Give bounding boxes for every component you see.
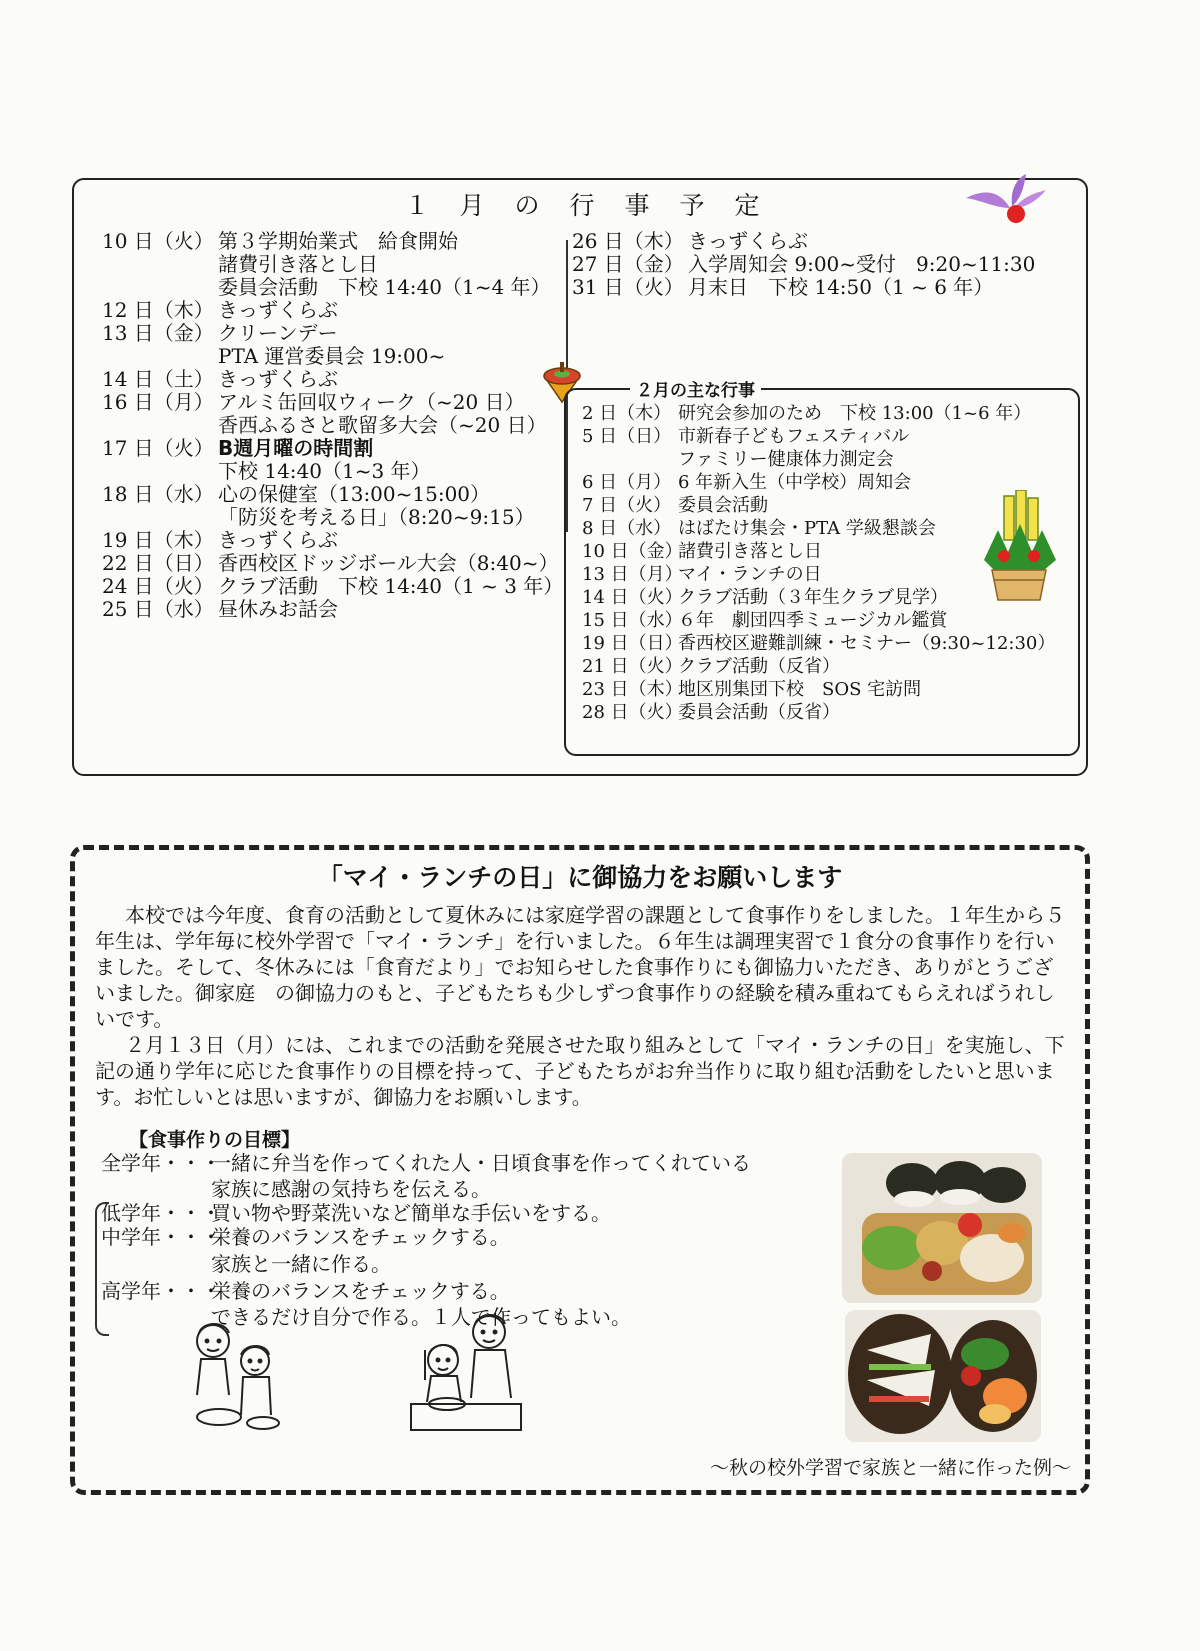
parent-child-cooking-illustration <box>405 1310 535 1436</box>
goal-row: 高学年・・・栄養のバランスをチェックする。 <box>101 1279 510 1303</box>
event-row: 10 日（火） 第３学期始業式 給食開始 <box>102 229 458 253</box>
photo-caption: ～秋の校外学習で家族と一緒に作った例～ <box>709 1457 1071 1479</box>
goal-row: 低学年・・・買い物や野菜洗いなど簡単な手伝いをする。 <box>101 1201 611 1225</box>
event-row: 17 日（火） B週月曜の時間割 <box>102 436 374 460</box>
january-schedule-box <box>72 178 1088 776</box>
event-row: 7 日（火） 委員会活動 <box>582 495 768 516</box>
event-row: 6 日（月） 6 年新入生（中学校）周知会 <box>582 472 912 493</box>
event-row: 31 日（火） 月末日 下校 14:50（1 ~ 6 年） <box>572 275 994 299</box>
event-row: 22 日（日） 香西校区ドッジボール大会（8:40~） <box>102 551 559 575</box>
notice-title: 「マイ・ランチの日」に御協力をお願いします <box>317 863 843 892</box>
event-row: 香西ふるさと歌留多大会（~20 日） <box>218 413 547 437</box>
event-row: 26 日（木） きっずくらぶ <box>572 229 808 253</box>
goals-heading: 【食事作りの目標】 <box>129 1129 301 1151</box>
bento-photo-rice-balls <box>842 1153 1042 1303</box>
event-row: 8 日（水） はばたけ集会・PTA 学級懇談会 <box>582 518 936 539</box>
event-row: 16 日（月） アルミ缶回収ウィーク（~20 日） <box>102 390 525 414</box>
event-row: 委員会活動 下校 14:40（1~4 年） <box>218 275 551 299</box>
event-row: 24 日（火） クラブ活動 下校 14:40（1 ~ 3 年） <box>102 574 564 598</box>
grade-bracket <box>95 1202 109 1336</box>
event-row: 諸費引き落とし日 <box>218 252 378 276</box>
event-row: 「防災を考える日」（8:20~9:15） <box>218 505 535 529</box>
flower-decoration-icon <box>966 174 1046 230</box>
event-row: 14 日（火） クラブ活動（３年生クラブ見学） <box>582 587 948 608</box>
event-row: 27 日（金） 入学周知会 9:00~受付 9:20~11:30 <box>572 252 1036 276</box>
family-cooking-illustration <box>183 1315 295 1435</box>
event-row: ファミリー健康体力測定会 <box>678 449 894 470</box>
goal-row: 中学年・・・栄養のバランスをチェックする。 <box>101 1225 510 1249</box>
event-row: 2 日（木） 研究会参加のため 下校 13:00（1~6 年） <box>582 403 1032 424</box>
event-row: 18 日（水） 心の保健室（13:00~15:00） <box>102 482 491 506</box>
paragraph-1: 本校では今年度、食育の活動として夏休みには家庭学習の課題として食事作りをしました。１年生から５年生は、学年毎に校外学習で「マイ・ランチ」を行いました。６年生は調理実習で１食分の食事作りを行いました。そして、冬休みには「食育だより」でお知らせした食事作りにも御協力いただき、ありがとうございました。御家庭 の御協力のもと、子どもたちも少しずつ食事作りの経験を積み重ねてもらえればうれしいです。 <box>95 903 1065 1031</box>
event-row: 23 日（木） 地区別集団下校 SOS 宅訪問 <box>582 679 922 700</box>
goal-row: 全学年・・・一緒に弁当を作ってくれた人・日頃食事を作ってくれている <box>101 1151 751 1175</box>
kadomatsu-decoration-icon <box>974 490 1064 602</box>
event-row: 下校 14:40（1~3 年） <box>218 459 431 483</box>
schedule-title: １月の行事予定 <box>404 191 790 220</box>
event-row: 14 日（土） きっずくらぶ <box>102 367 338 391</box>
february-title: ２月の主な行事 <box>630 376 761 401</box>
event-row: 19 日（日） 香西校区避難訓練・セミナー（9:30~12:30） <box>582 633 1056 654</box>
event-row: 13 日（金） クリーンデー <box>102 321 338 345</box>
event-row: 10 日（金） 諸費引き落とし日 <box>582 541 822 562</box>
goal-row: 家族と一緒に作る。 <box>211 1252 391 1276</box>
event-row: 5 日（日） 市新春子どもフェスティバル <box>582 426 910 447</box>
event-row: 15 日（水） ６年 劇団四季ミュージカル鑑賞 <box>582 610 948 631</box>
notice-body <box>95 902 1065 1110</box>
event-row: 13 日（月） マイ・ランチの日 <box>582 564 822 585</box>
event-row: PTA 運営委員会 19:00~ <box>218 344 446 368</box>
event-row: 12 日（木） きっずくらぶ <box>102 298 338 322</box>
event-row: 25 日（水） 昼休みお話会 <box>102 597 338 621</box>
event-row: 19 日（木） きっずくらぶ <box>102 528 338 552</box>
paragraph-2: ２月１３日（月）には、これまでの活動を発展させた取り組みとして「マイ・ランチの日」を実施し、下記の通り学年に応じた食事作りの目標を持って、子どもたちがお弁当作りに取り組む活動をしたいと思います。お忙しいとは思いますが、御協力をお願いします。 <box>95 1033 1065 1109</box>
bento-photo-sandwiches <box>845 1310 1041 1442</box>
goal-row: できるだけ自分で作る。１人で作ってもよい。 <box>211 1305 631 1329</box>
event-row: 21 日（火） クラブ活動（反省） <box>582 656 840 677</box>
goal-row: 家族に感謝の気持ちを伝える。 <box>211 1177 491 1201</box>
event-row: 28 日（火） 委員会活動（反省） <box>582 702 840 723</box>
my-lunch-notice <box>70 845 1090 1495</box>
